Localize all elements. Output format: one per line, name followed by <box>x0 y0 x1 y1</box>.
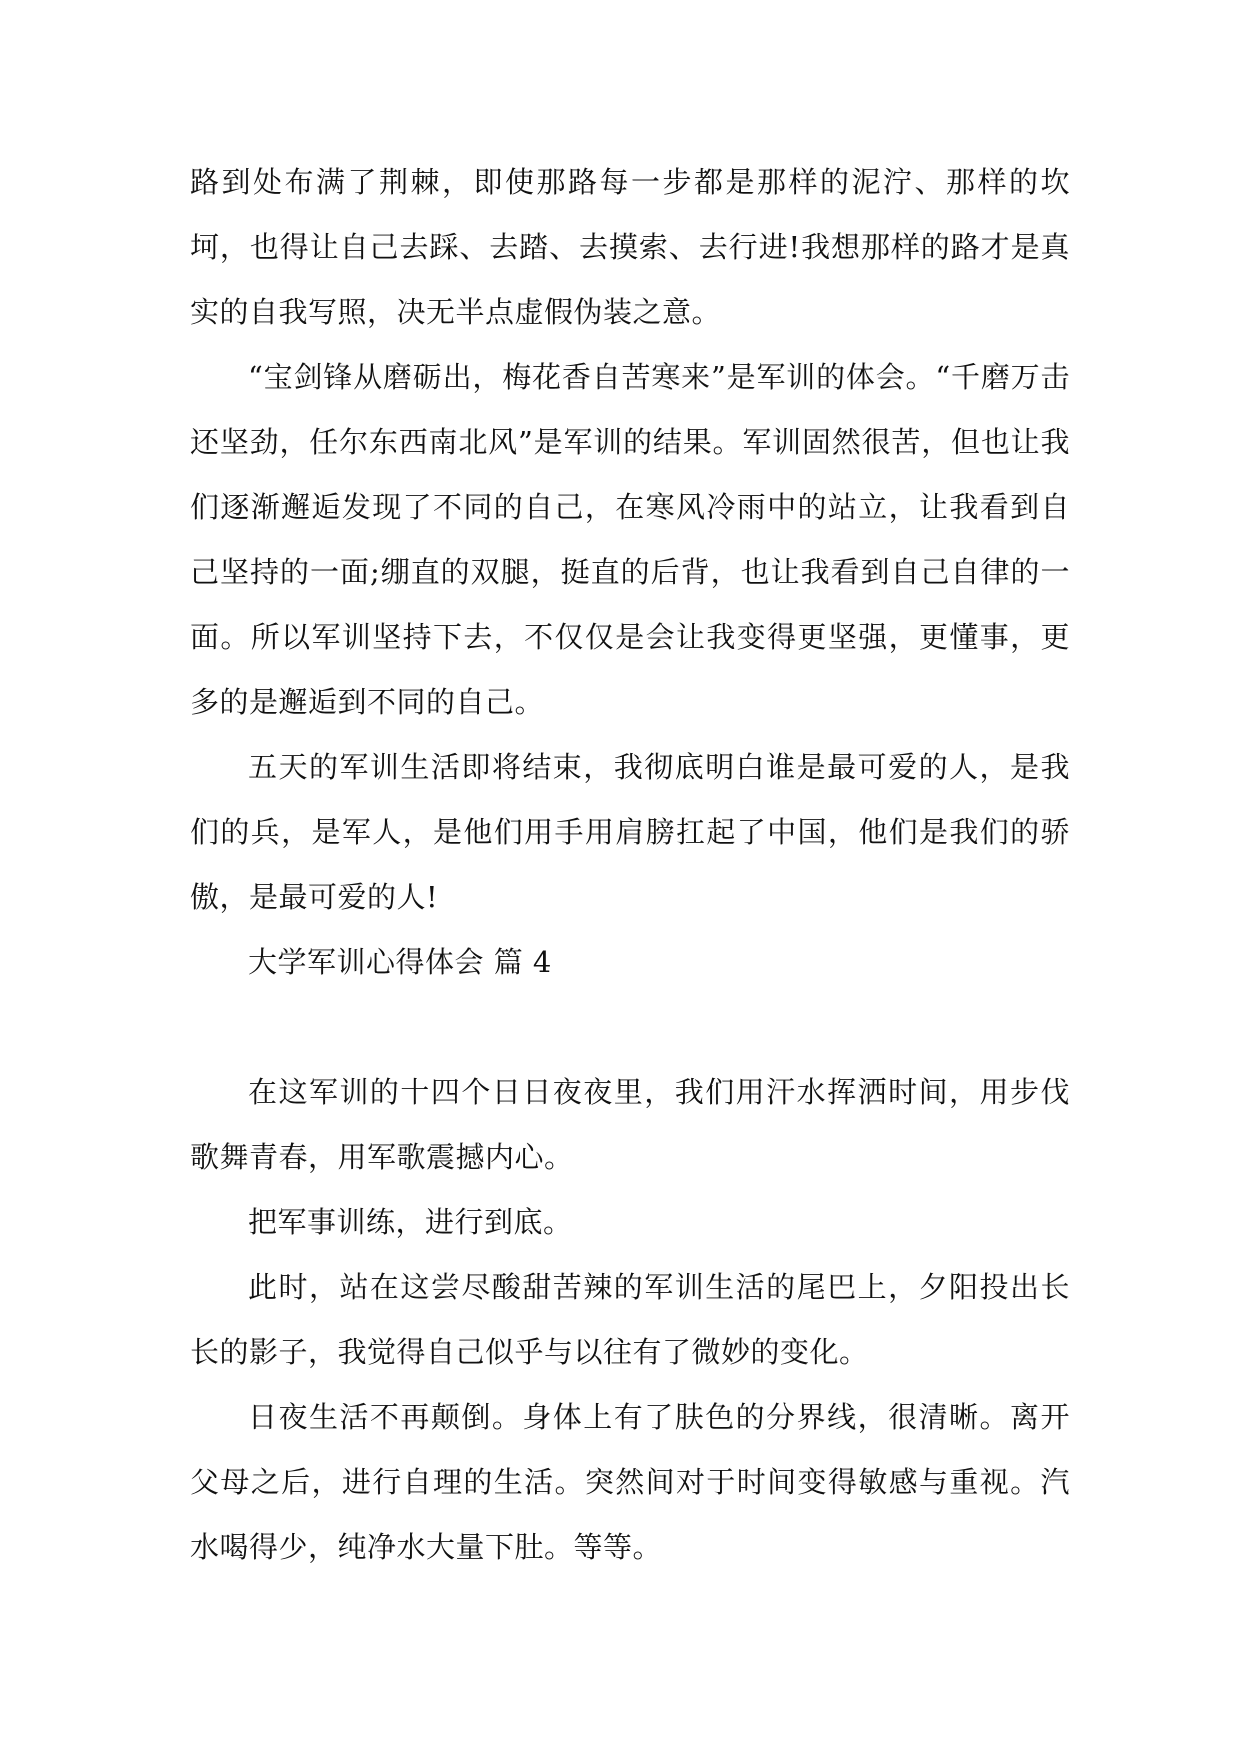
blank-line <box>190 995 1070 1060</box>
section-heading: 大学军训心得体会 篇 4 <box>248 945 552 979</box>
paragraph-sunset: 此时，站在这尝尽酸甜苦辣的军训生活的尾巴上，夕阳投出长长的影子，我觉得自己似乎与以往有了微妙的变化。 <box>190 1270 1070 1369</box>
paragraph-quote: “宝剑锋从磨砺出，梅花香自苦寒来”是军训的体会。“千磨万击还坚劲，任尔东西南北风”是军训的结果。军训固然很苦，但也让我们逐渐邂逅发现了不同的自己，在寒风冷雨中的站立，让我看到自己坚持的一面;绷直的双腿，挺直的后背，也让我看到自己自律的一面。所以军训坚持下去，不仅仅是会让我变得更坚强，更懂事，更多的是邂逅到不同的自己。 <box>190 360 1070 719</box>
paragraph-continuation: 路到处布满了荆棘，即使那路每一步都是那样的泥泞、那样的坎坷，也得让自己去踩、去踏、去摸索、去行进!我想那样的路才是真实的自我写照，决无半点虚假伪装之意。 <box>190 165 1070 329</box>
paragraph-intro: 在这军训的十四个日日夜夜里，我们用汗水挥洒时间，用步伐歌舞青春，用军歌震撼内心。 <box>190 1075 1070 1174</box>
paragraph-conclusion: 五天的军训生活即将结束，我彻底明白谁是最可爱的人，是我们的兵，是军人，是他们用手用肩膀扛起了中国，他们是我们的骄傲，是最可爱的人! <box>190 750 1070 914</box>
paragraph-short: 把军事训练，进行到底。 <box>248 1205 573 1239</box>
document-body <box>190 150 1070 1580</box>
paragraph-changes: 日夜生活不再颠倒。身体上有了肤色的分界线，很清晰。离开父母之后，进行自理的生活。突然间对于时间变得敏感与重视。汽水喝得少，纯净水大量下肚。等等。 <box>190 1400 1070 1564</box>
